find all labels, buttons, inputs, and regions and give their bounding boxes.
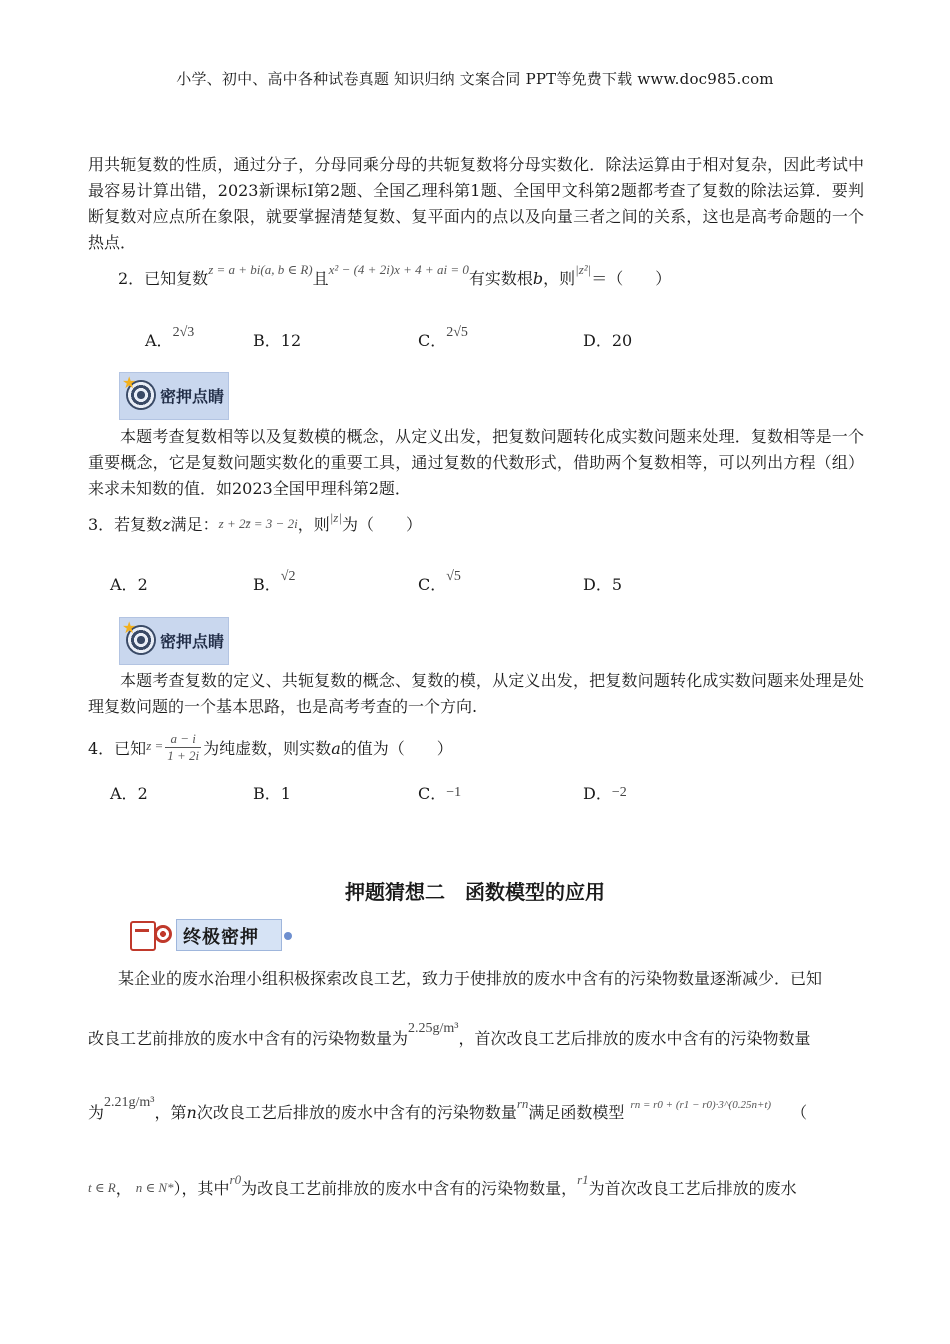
page-header: 小学、初中、高中各种试卷真题 知识归纳 文案合同 PPT等免费下载 www.doc985.com bbox=[176, 70, 774, 88]
q2-mid3: ，则 bbox=[543, 269, 576, 288]
key-point-badge-2 bbox=[119, 617, 229, 665]
q4-var-a: a bbox=[331, 739, 341, 758]
function-model: rn = r0 + (r1 − r0)·3^(0.25n+t) bbox=[630, 1099, 772, 1111]
q3-option-a: A．2 bbox=[110, 575, 148, 594]
t-domain: t ∈ R bbox=[88, 1180, 116, 1195]
q2-option-b: B．12 bbox=[253, 331, 302, 350]
question-2 bbox=[118, 262, 672, 289]
intro-paragraph: 用共轭复数的性质，通过分子，分母同乘分母的共轭复数将分母实数化．除法运算由于相对复杂，因此考试中最容易计算出错，2023新课标I第2题、全国乙理科第1题、全国甲文科第2题都考查了复数的除法运算．要判断复数对应点所在象限，就要掌握清楚复数、复平面内的点以及向量三者之间的关系，这也是高考命题的一个热点． bbox=[88, 155, 864, 252]
q4-option-d: D．−2 bbox=[583, 784, 627, 803]
key-point-badge bbox=[119, 372, 229, 420]
q2-option-c: C．2√5 bbox=[418, 325, 468, 350]
section-title: 押题猜想二 函数模型的应用 bbox=[345, 880, 605, 904]
problem-line-1: 某企业的废水治理小组积极探索改良工艺，致力于使排放的废水中含有的污染物数量逐渐减少．已知 bbox=[118, 969, 823, 988]
q4-option-b: B．1 bbox=[253, 784, 291, 803]
q3-option-d: D．5 bbox=[583, 575, 623, 594]
q3-modulus: |z| bbox=[329, 510, 342, 525]
q2-suffix: ＝（ ） bbox=[591, 269, 672, 288]
q4-lhs: z = bbox=[146, 738, 164, 753]
question-4: 4．已知$^{z =}$ $\frac{a - i}{1 + 2i}$ 为纯虚数，则实数a的值为（ ） bbox=[88, 731, 453, 763]
dot-icon bbox=[284, 932, 292, 940]
badge-label: 密押点睛 bbox=[160, 387, 225, 406]
q2-option-a: A．2√3 bbox=[145, 325, 195, 350]
ultimate-badge bbox=[128, 917, 298, 953]
q4-numerator: a − i bbox=[165, 731, 201, 748]
q3-option-c: C．√5 bbox=[418, 569, 461, 594]
target-icon bbox=[154, 925, 172, 943]
n-domain: n ∈ N* bbox=[135, 1180, 174, 1195]
r1-symbol: r1 bbox=[577, 1172, 589, 1187]
problem-line-4: t ∈ R， n ∈ N*），其中$^{r0}$为改良工艺前排放的废水中含有的污染物数量，$^{r1}$为首次改良工艺后排放的废水 bbox=[88, 1172, 797, 1198]
q4-fraction bbox=[165, 731, 201, 764]
q2-mid1: 且 bbox=[312, 269, 329, 288]
problem-line-3: 为2.21g/m³，第n次改良工艺后排放的废水中含有的污染物数量$^{rn}$满足函数模型 $^{rn = r0 + (r1 - r0)\cdot 3\^{}(0.25n+t)}$ （ bbox=[88, 1095, 808, 1122]
initial-pollutant-value: 2.25g/m³ bbox=[408, 1021, 459, 1036]
q3-var-z: z bbox=[162, 515, 171, 534]
q3-equation: z + 2z̄ = 3 − 2i bbox=[218, 516, 298, 531]
note-q2: 本题考查复数相等以及复数模的概念，从定义出发，把复数问题转化成实数问题来处理．复数相等是一个重要概念，它是复数问题实数化的重要工具，通过复数的代数形式，借助两个复数相等，可以列出方程（组）来求未知数的值．如2023全国甲理科第2题． bbox=[88, 427, 864, 498]
star-icon: ★ bbox=[122, 373, 137, 392]
ultimate-badge-label: 终极密押 bbox=[183, 927, 259, 948]
r0-symbol: r0 bbox=[229, 1172, 242, 1187]
q3-option-b: B．√2 bbox=[253, 569, 296, 594]
star-icon: ★ bbox=[122, 618, 137, 637]
q4-option-a: A．2 bbox=[110, 784, 148, 803]
q4-option-c: C．−1 bbox=[418, 784, 462, 803]
q2-expr-z: z = a + bi(a, b ∈ R) bbox=[208, 262, 313, 277]
q4-denominator: 1 + 2i bbox=[167, 748, 200, 763]
rn-symbol: rn bbox=[516, 1096, 529, 1111]
q2-var-b: b bbox=[532, 269, 544, 288]
q2-prefix: 2．已知复数 bbox=[118, 269, 209, 288]
note-q3: 本题考查复数的定义、共轭复数的概念、复数的模，从定义出发，把复数问题转化成实数问题来处理是处理复数问题的一个基本思路，也是高考考查的一个方向. bbox=[88, 671, 864, 716]
q2-mid2: 有实数根 bbox=[468, 269, 533, 288]
q2-option-d: D．20 bbox=[583, 331, 633, 350]
ultimate-badge-box bbox=[176, 919, 282, 951]
problem-line-2: 改良工艺前排放的废水中含有的污染物数量为2.25g/m³，首次改良工艺后排放的废水中含有的污染物数量 bbox=[88, 1021, 811, 1048]
badge-label: 密押点睛 bbox=[160, 632, 225, 651]
calendar-icon bbox=[130, 921, 156, 951]
question-3: 3．若复数z满足：z + 2z̄ = 3 − 2i，则$^{|z|}$为（ ） bbox=[88, 510, 422, 534]
first-improvement-value: 2.21g/m³ bbox=[104, 1095, 155, 1110]
q2-modulus: |z²| bbox=[575, 262, 592, 277]
q2-equation: x² − (4 + 2i)x + 4 + ai = 0 bbox=[328, 262, 469, 277]
